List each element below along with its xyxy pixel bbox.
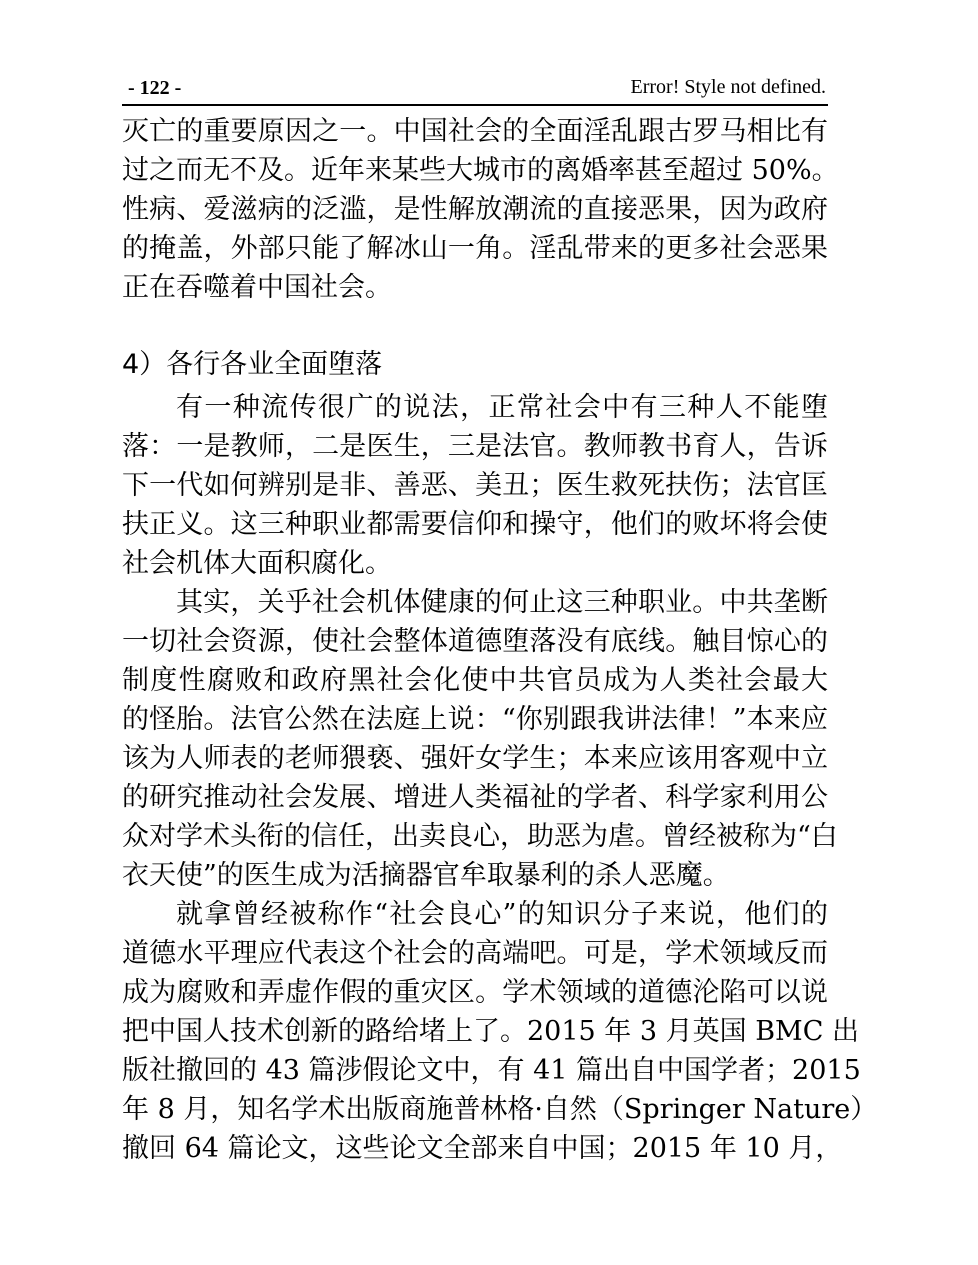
paragraph-1 — [122, 112, 839, 307]
body-text — [122, 112, 878, 1168]
text-line: 的怪胎。法官公然在法庭上说：“你别跟我讲法律！”本来应 — [122, 704, 828, 735]
text-line: 有一种流传很广的说法，正常社会中有三种人不能堕 — [176, 392, 828, 423]
paragraph-3 — [122, 583, 838, 895]
text-line: 成为腐败和弄虚作假的重灾区。学术领域的道德沦陷可以说 — [122, 977, 828, 1008]
text-line: 正在吞噬着中国社会。 — [122, 272, 392, 303]
text-line: 过之而无不及。近年来某些大城市的离婚率甚至超过 50%。 — [122, 155, 839, 186]
text-line: 道德水平理应代表这个社会的高端吧。可是，学术领域反而 — [122, 938, 828, 969]
paragraph-4 — [122, 895, 878, 1168]
text-line: 年 8 月，知名学术出版商施普林格·自然（Springer Nature） — [122, 1094, 878, 1125]
text-line: 版社撤回的 43 篇涉假论文中，有 41 篇出自中国学者；2015 — [122, 1055, 861, 1086]
text-line: 社会机体大面积腐化。 — [122, 548, 392, 579]
text-line: 扶正义。这三种职业都需要信仰和操守，他们的败坏将会使 — [122, 509, 828, 540]
page-header — [122, 72, 828, 106]
text-line: 撤回 64 篇论文，这些论文全部来自中国；2015 年 10 月， — [122, 1133, 843, 1164]
text-line: 一切社会资源，使社会整体道德堕落没有底线。触目惊心的 — [122, 626, 828, 657]
text-line: 下一代如何辨别是非、善恶、美丑；医生救死扶伤；法官匡 — [122, 470, 828, 501]
text-line: 就拿曾经被称作“社会良心”的知识分子来说，他们的 — [176, 899, 828, 930]
text-line: 的研究推动社会发展、增进人类福祉的学者、科学家利用公 — [122, 782, 828, 813]
text-line: 制度性腐败和政府黑社会化使中共官员成为人类社会最大 — [122, 665, 828, 696]
text-line: 衣天使”的医生成为活摘器官牟取暴利的杀人恶魔。 — [122, 860, 730, 891]
text-line: 其实，关乎社会机体健康的何止这三种职业。中共垄断 — [176, 587, 828, 618]
text-line: 把中国人技术创新的路给堵上了。2015 年 3 月英国 BMC 出 — [122, 1016, 859, 1047]
text-line: 灭亡的重要原因之一。中国社会的全面淫乱跟古罗马相比有 — [122, 116, 828, 147]
section-heading: 4）各行各业全面堕落 — [122, 349, 383, 380]
text-line: 的掩盖，外部只能了解冰山一角。淫乱带来的更多社会恶果 — [122, 233, 828, 264]
paragraph-2 — [122, 388, 828, 583]
page-number: - 122 - — [128, 77, 182, 99]
text-line: 该为人师表的老师猥亵、强奸女学生；本来应该用客观中立 — [122, 743, 828, 774]
running-title: Error! Style not defined. — [630, 76, 826, 98]
text-line: 众对学术头衔的信任，出卖良心，助恶为虐。曾经被称为“白 — [122, 821, 838, 852]
text-line: 落：一是教师，二是医生，三是法官。教师教书育人，告诉 — [122, 431, 828, 462]
text-line: 性病、爱滋病的泛滥，是性解放潮流的直接恶果，因为政府 — [122, 194, 828, 225]
